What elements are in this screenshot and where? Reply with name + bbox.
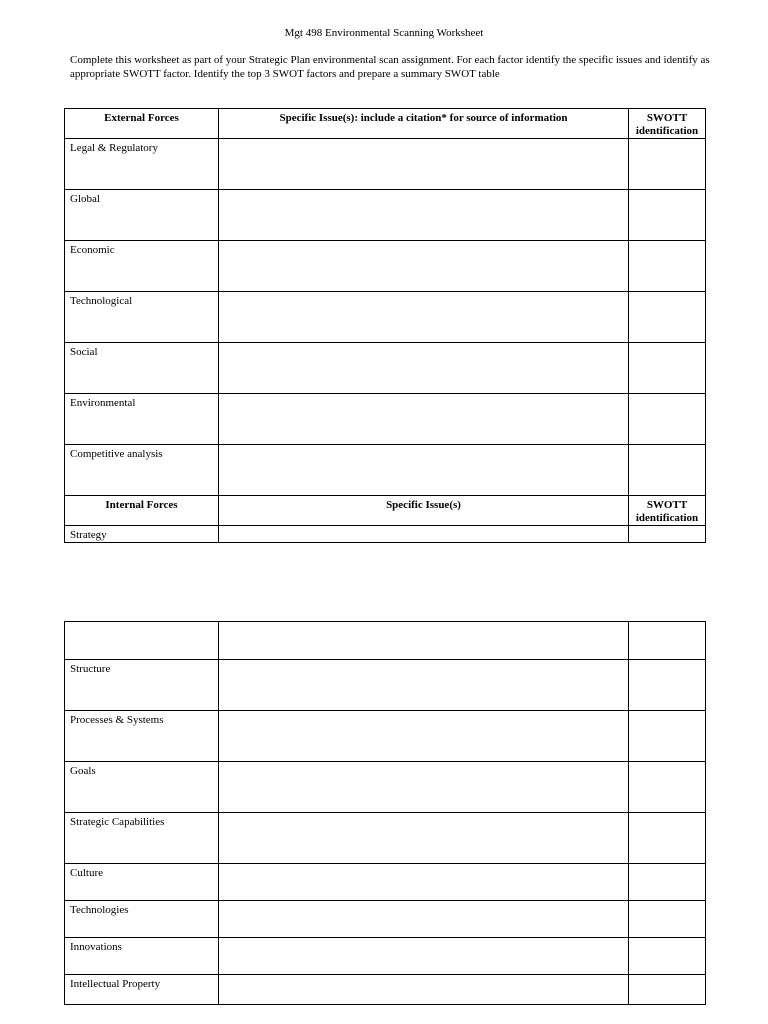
table-row: [65, 190, 706, 241]
table-row: [65, 864, 706, 901]
table-row: [65, 938, 706, 975]
external-issues-header: Specific Issue(s): include a citation* for source of information: [219, 109, 629, 139]
issue-cell[interactable]: [219, 526, 629, 543]
table-row: [65, 975, 706, 1005]
internal-swott-header: SWOTT identification: [629, 496, 706, 526]
issue-cell[interactable]: [219, 139, 629, 190]
issue-cell[interactable]: [219, 292, 629, 343]
issue-cell[interactable]: [219, 190, 629, 241]
issue-cell[interactable]: [219, 445, 629, 496]
table-row: [65, 711, 706, 762]
issue-cell[interactable]: [219, 938, 629, 975]
factor-culture: Culture: [65, 864, 219, 901]
swott-cell[interactable]: [629, 762, 706, 813]
factor-innovations: Innovations: [65, 938, 219, 975]
external-forces-header: External Forces: [65, 109, 219, 139]
issue-cell[interactable]: [219, 762, 629, 813]
swott-cell[interactable]: [629, 190, 706, 241]
factor-goals: Goals: [65, 762, 219, 813]
table-row: [65, 901, 706, 938]
issue-cell[interactable]: [219, 660, 629, 711]
factor-environmental: Environmental: [65, 394, 219, 445]
swott-cell[interactable]: [629, 622, 706, 660]
swott-cell[interactable]: [629, 526, 706, 543]
issue-cell[interactable]: [219, 241, 629, 292]
issue-cell[interactable]: [219, 394, 629, 445]
factor-social: Social: [65, 343, 219, 394]
table-row: [65, 343, 706, 394]
swott-cell[interactable]: [629, 938, 706, 975]
table-row: [65, 394, 706, 445]
internal-forces-table-continued: [64, 621, 706, 1005]
swott-cell[interactable]: [629, 445, 706, 496]
factor-strategy: Strategy: [65, 526, 219, 543]
swott-cell[interactable]: [629, 813, 706, 864]
swott-cell[interactable]: [629, 343, 706, 394]
factor-economic: Economic: [65, 241, 219, 292]
table-row: [65, 139, 706, 190]
factor-cell-continued: [65, 622, 219, 660]
issue-cell[interactable]: [219, 975, 629, 1005]
factor-strategic-capabilities: Strategic Capabilities: [65, 813, 219, 864]
factor-technological: Technological: [65, 292, 219, 343]
factor-global: Global: [65, 190, 219, 241]
table-row: [65, 292, 706, 343]
swott-cell[interactable]: [629, 711, 706, 762]
factor-technologies: Technologies: [65, 901, 219, 938]
worksheet-title: Mgt 498 Environmental Scanning Worksheet: [284, 27, 484, 39]
factor-competitive-analysis: Competitive analysis: [65, 445, 219, 496]
swott-cell[interactable]: [629, 975, 706, 1005]
instructions-paragraph: Complete this worksheet as part of your Strategic Plan environmental scan assignment. For each factor identify the specific issues and identify as appropriate SWOTT factor. Identify the top 3 SWOT factors and prepare a summary SWOT table: [70, 54, 710, 80]
table-row: [65, 241, 706, 292]
swott-cell[interactable]: [629, 292, 706, 343]
factor-legal-regulatory: Legal & Regulatory: [65, 139, 219, 190]
external-header-row: [65, 109, 706, 139]
internal-header-row: [65, 496, 706, 526]
swott-cell[interactable]: [629, 241, 706, 292]
table-row: [65, 622, 706, 660]
swott-cell[interactable]: [629, 394, 706, 445]
table-row: [65, 762, 706, 813]
internal-forces-header: Internal Forces: [65, 496, 219, 526]
issue-cell[interactable]: [219, 622, 629, 660]
factor-intellectual-property: Intellectual Property: [65, 975, 219, 1005]
issue-cell[interactable]: [219, 901, 629, 938]
swott-cell[interactable]: [629, 660, 706, 711]
issue-cell[interactable]: [219, 711, 629, 762]
table-row: [65, 445, 706, 496]
external-swott-header: SWOTT identification: [629, 109, 706, 139]
internal-issues-header: Specific Issue(s): [219, 496, 629, 526]
table-row: [65, 526, 706, 543]
factor-structure: Structure: [65, 660, 219, 711]
issue-cell[interactable]: [219, 864, 629, 901]
table-row: [65, 813, 706, 864]
swott-cell[interactable]: [629, 864, 706, 901]
swott-cell[interactable]: [629, 139, 706, 190]
issue-cell[interactable]: [219, 813, 629, 864]
issue-cell[interactable]: [219, 343, 629, 394]
swott-cell[interactable]: [629, 901, 706, 938]
external-forces-table: [64, 108, 706, 543]
factor-processes-systems: Processes & Systems: [65, 711, 219, 762]
table-row: [65, 660, 706, 711]
